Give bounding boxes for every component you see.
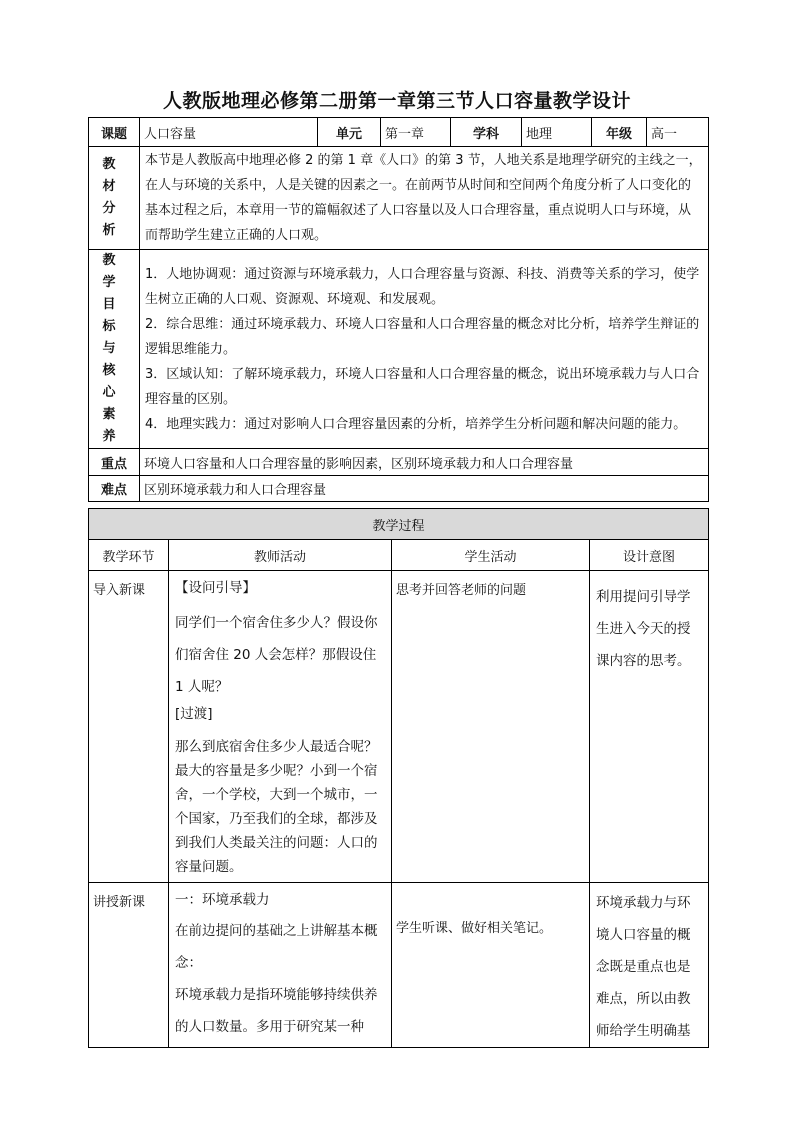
goals-list [140,250,709,449]
subject-label: 学科 [451,118,522,147]
analysis-row [89,147,709,250]
teacher-line: [过渡] [175,706,213,722]
analysis-label: 教材分析 [89,147,140,250]
analysis-text: 本节是人教版高中地理必修 2 的第 1 章《人口》的第 3 节，人地关系是地理学研究的主线之一，在人与环境的关系中，人是关键的因素之一。在前两节从时间和空间两个角度分析了人口变化的基本过程之后，本章用一节的篇幅叙述了人口容量以及人口合理容量，重点说明人口与环境，从而帮助学生建立正确的人口观。 [140,147,709,250]
student-cell: 思考并回答老师的问题 [392,571,590,883]
subject-value: 地理 [522,118,592,147]
col-teacher: 教师活动 [169,540,392,571]
process-table [88,508,709,1048]
unit-value: 第一章 [381,118,451,147]
topic-value: 人口容量 [140,118,318,147]
goals-row [89,250,709,449]
grade-label: 年级 [592,118,647,147]
grade-value: 高一 [647,118,709,147]
teacher-line: 在前边提问的基础之上讲解基本概念： [175,923,378,971]
teacher-line: 环境承载力是指环境能够持续供养的人口数量。多用于研究某一种 [175,987,378,1035]
lesson-info-table [88,117,709,502]
goal-item: 2．综合思维：通过环境承载力、环境人口容量和人口合理容量的概念对比分析，培养学生辩证的逻辑思维能力。 [145,316,700,357]
col-intent: 设计意图 [590,540,709,571]
table-row [89,883,709,1048]
goal-item: 4．地理实践力：通过对影响人口合理容量因素的分析，培养学生分析问题和解决问题的能力。 [145,416,687,432]
stage-cell: 导入新课 [89,571,169,883]
topic-label: 课题 [89,118,140,147]
key-point-label: 重点 [89,449,140,476]
unit-label: 单元 [318,118,381,147]
teacher-line: 同学们一个宿舍住多少人？假设你们宿舍住 20 人会怎样？那假设住 1 人呢？ [175,615,378,695]
key-point-row [89,449,709,476]
page-title: 人教版地理必修第二册第一章第三节人口容量教学设计 [162,90,631,112]
difficulty-text: 区别环境承载力和人口合理容量 [140,476,709,502]
process-columns-row [89,540,709,571]
teacher-cell [169,571,392,883]
teacher-line: 那么到底宿舍住多少人最适合呢？最大的容量是多少呢？小到一个宿舍，一个学校，大到一个城市，一个国家，乃至我们的全球，都涉及到我们人类最关注的问题：人口的容量问题。 [175,739,378,875]
key-point-text: 环境人口容量和人口合理容量的影响因素，区别环境承载力和人口合理容量 [140,449,709,476]
teacher-cell [169,883,392,1048]
col-student: 学生活动 [392,540,590,571]
process-header: 教学过程 [89,509,709,540]
teacher-line: 一：环境承载力 [175,892,270,908]
goal-item: 1．人地协调观：通过资源与环境承载力，人口合理容量与资源、科技、消费等关系的学习，使学生树立正确的人口观、资源观、环境观、和发展观。 [145,266,700,307]
col-stage: 教学环节 [89,540,169,571]
goals-label: 教学目标与核心素养 [89,250,140,449]
process-header-row [89,509,709,540]
difficulty-label: 难点 [89,476,140,502]
student-cell: 学生听课、做好相关笔记。 [392,883,590,1048]
info-row [89,118,709,147]
intent-cell: 环境承载力与环境人口容量的概念既是重点也是难点，所以由教师给学生明确基 [590,883,709,1048]
intent-cell: 利用提问引导学生进入今天的授课内容的思考。 [590,571,709,883]
stage-cell: 讲授新课 [89,883,169,1048]
table-row [89,571,709,883]
goal-item: 3．区域认知：了解环境承载力，环境人口容量和人口合理容量的概念，说出环境承载力与人口合理容量的区别。 [145,366,700,407]
teacher-line: 【设问引导】 [175,580,256,596]
difficulty-row [89,476,709,502]
